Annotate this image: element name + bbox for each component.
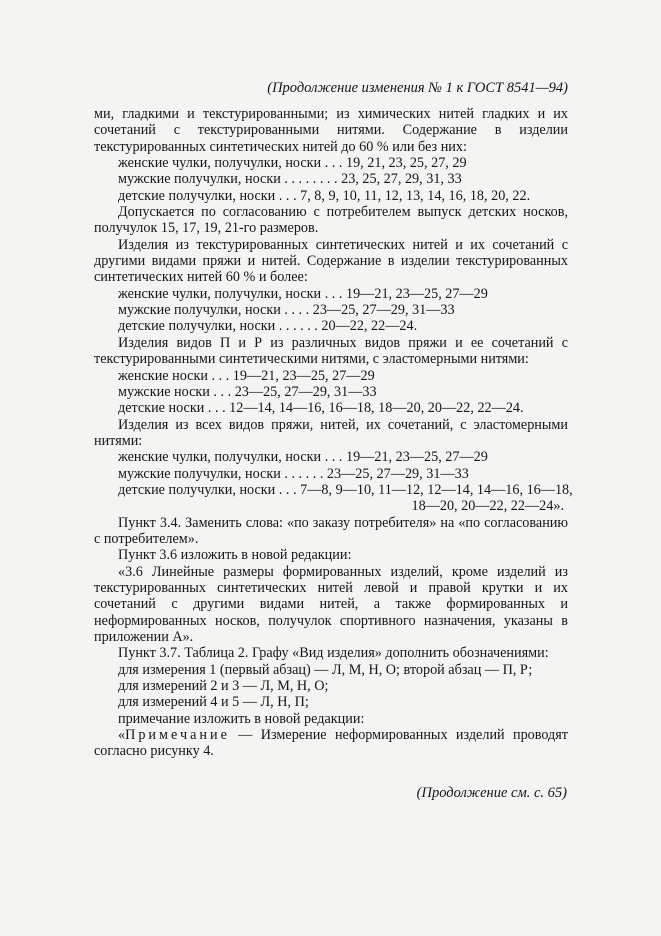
list-item: детские получулки, носки . . . 7, 8, 9, 10, 11, 12, 13, 14, 16, 18, 20, 22. bbox=[118, 187, 531, 204]
list-item: детские получулки, носки . . . 7—8, 9—10, 11—12, 12—14, 14—16, 16—18, bbox=[118, 481, 573, 498]
paragraph: Изделия видов П и Р из различных видов пряжи и ее сочетаний с текстурированными синтетическими нитями, с эластомерными нитями: bbox=[94, 334, 568, 368]
paragraph: Пункт 3.7. Таблица 2. Графу «Вид изделия» дополнить обозначениями: bbox=[118, 645, 549, 662]
list-item: мужские получулки, носки . . . . . . . . 23, 25, 27, 29, 31, 33 bbox=[118, 171, 462, 188]
paragraph: примечание изложить в новой редакции: bbox=[118, 710, 365, 727]
paragraph: «3.6 Линейные размеры формированных изделий, кроме изделий из текстурированных синтетических нитей левой и правой крутки и их сочетаний с другими видами нитей, а также формированных и неформированных носков, получулок спортивного назначения, указаны в приложении А». bbox=[94, 563, 568, 645]
paragraph: для измерений 2 и 3 — Л, М, Н, О; bbox=[118, 678, 329, 695]
page-footer: (Продолжение см. с. 65) bbox=[416, 785, 567, 801]
list-item: женские чулки, получулки, носки . . . 19—21, 23—25, 27—29 bbox=[118, 285, 488, 302]
list-item: детские носки . . . 12—14, 14—16, 16—18, 18—20, 20—22, 22—24. bbox=[118, 400, 524, 417]
list-item: женские носки . . . 19—21, 23—25, 27—29 bbox=[118, 367, 375, 384]
paragraph: Изделия из всех видов пряжи, нитей, их сочетаний, с эластомерными нитями: bbox=[94, 416, 568, 449]
list-item: женские чулки, получулки, носки . . . 19—21, 23—25, 27—29 bbox=[118, 449, 488, 466]
list-item-continuation: 18—20, 20—22, 22—24». bbox=[411, 498, 564, 515]
note-open-quote: « bbox=[118, 727, 126, 744]
paragraph: для измерений 4 и 5 — Л, Н, П; bbox=[118, 694, 309, 711]
paragraph: Изделия из текстурированных синтетических нитей и их сочетаний с другими видами пряжи и нитей. Содержание в изделии текстурированных синтетических нитей 60 % и более: bbox=[94, 236, 568, 286]
page-header: (Продолжение изменения № 1 к ГОСТ 8541—94) bbox=[267, 80, 568, 96]
list-item: мужские носки . . . 23—25, 27—29, 31—33 bbox=[118, 383, 377, 400]
list-item: мужские получулки, носки . . . . . . 23—25, 27—29, 31—33 bbox=[118, 465, 469, 482]
paragraph: Допускается по согласованию с потребителем выпуск детских носков, получулок 15, 17, 19, 21-го размеров. bbox=[94, 204, 568, 237]
paragraph: Пункт 3.4. Заменить слова: «по заказу потребителя» на «по согласованию с потребителем». bbox=[94, 514, 568, 547]
body-text bbox=[94, 106, 573, 760]
note-label: Примечание bbox=[125, 727, 230, 744]
paragraph: ми, гладкими и текстурированными; из химических нитей гладких и их сочетаний с текстурированными нитями. Содержание в изделии текстурированных синтетических нитей до 60 % или без них: bbox=[94, 106, 568, 155]
note-paragraph bbox=[94, 727, 568, 760]
list-item: детские получулки, носки . . . . . . 20—22, 22—24. bbox=[118, 318, 418, 335]
list-item: женские чулки, получулки, носки . . . 19, 21, 23, 25, 27, 29 bbox=[118, 155, 467, 172]
note-text: — Измерение неформированных изделий проводят согласно рисунку 4. bbox=[94, 727, 568, 760]
paragraph: для измерения 1 (первый абзац) — Л, М, Н, О; второй абзац — П, Р; bbox=[118, 661, 533, 678]
paragraph: Пункт 3.6 изложить в новой редакции: bbox=[118, 547, 352, 564]
list-item: мужские получулки, носки . . . . 23—25, 27—29, 31—33 bbox=[118, 302, 455, 319]
